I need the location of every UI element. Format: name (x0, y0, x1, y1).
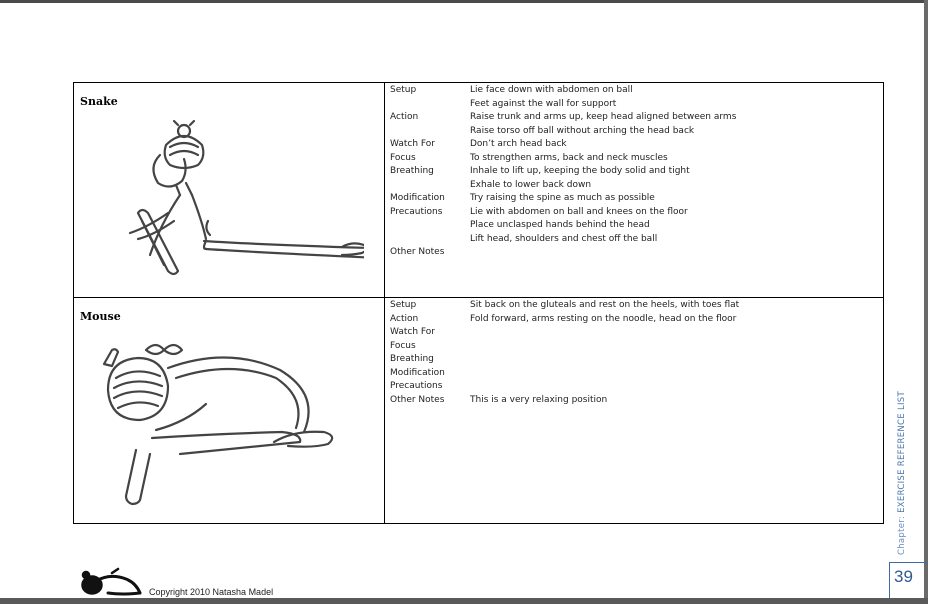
detail-label: Other Notes (390, 247, 445, 257)
detail-line (390, 98, 880, 112)
detail-value: To strengthen arms, back and neck muscles (470, 152, 668, 163)
detail-line (390, 192, 880, 206)
page-number-rule-horizontal (889, 562, 928, 563)
exercise-table (73, 82, 884, 524)
detail-label: Setup (390, 85, 417, 95)
exercise-details (390, 299, 880, 407)
detail-value: Lie with abdomen on ball and knees on the floor (470, 206, 688, 217)
detail-label: Action (390, 112, 419, 122)
detail-line (390, 84, 880, 98)
mouse-pose-illustration (96, 338, 356, 514)
detail-value: Feet against the wall for support (470, 98, 617, 109)
detail-value: Lie face down with abdomen on ball (470, 85, 633, 95)
detail-line (390, 152, 880, 166)
detail-line (390, 179, 880, 193)
detail-label: Setup (390, 300, 417, 310)
detail-line (390, 353, 880, 367)
detail-line (390, 165, 880, 179)
detail-line (390, 206, 880, 220)
detail-line (390, 233, 880, 247)
detail-line (390, 125, 880, 139)
detail-line (390, 299, 880, 313)
snake-pose-illustration (94, 117, 364, 293)
detail-label: Focus (390, 340, 416, 351)
window-top-border (0, 0, 928, 3)
detail-label: Watch For (390, 327, 435, 337)
exercise-row-mouse (74, 298, 883, 523)
detail-label: Focus (390, 152, 416, 163)
detail-value: Raise torso off ball without arching the head back (470, 125, 695, 136)
page-number-rule-vertical (889, 562, 890, 598)
detail-line (390, 313, 880, 327)
detail-line (390, 394, 880, 408)
detail-label: Precautions (390, 206, 443, 217)
exercise-title: Mouse (80, 310, 121, 323)
detail-label: Modification (390, 367, 445, 378)
detail-label: Breathing (390, 166, 434, 176)
detail-label: Action (390, 313, 419, 324)
detail-line (390, 340, 880, 354)
logo-icon (78, 567, 148, 597)
exercise-title: Snake (80, 95, 118, 108)
detail-label: Precautions (390, 381, 443, 391)
detail-label: Modification (390, 193, 445, 203)
detail-label: Other Notes (390, 394, 445, 405)
detail-line (390, 111, 880, 125)
detail-line (390, 138, 880, 152)
detail-line (390, 380, 880, 394)
page-number: 39 (894, 567, 913, 586)
detail-value: Fold forward, arms resting on the noodle, head on the floor (470, 313, 737, 324)
detail-value: Exhale to lower back down (470, 179, 592, 190)
detail-value: Try raising the spine as much as possible (470, 193, 655, 203)
chapter-sidebar-label (897, 391, 907, 555)
detail-label: Watch For (390, 139, 435, 149)
chapter-prefix: Chapter: (897, 512, 907, 555)
detail-value: Inhale to lift up, keeping the body solid and tight (470, 166, 690, 176)
window-bottom-border (0, 598, 928, 604)
detail-value: Don’t arch head back (470, 139, 567, 149)
exercise-row-snake (74, 83, 883, 298)
copyright-text: Copyright 2010 Natasha Madel (149, 587, 274, 597)
detail-line (390, 246, 880, 260)
window-right-border (924, 0, 928, 604)
chapter-name: EXERCISE REFERENCE LIST (897, 391, 907, 513)
detail-label: Breathing (390, 354, 434, 364)
detail-line (390, 367, 880, 381)
detail-line (390, 326, 880, 340)
detail-value: Place unclasped hands behind the head (470, 220, 650, 230)
detail-line (390, 219, 880, 233)
detail-value: Raise trunk and arms up, keep head aligned between arms (470, 112, 737, 122)
detail-value: Lift head, shoulders and chest off the ball (470, 233, 658, 244)
detail-value: This is a very relaxing position (470, 394, 608, 405)
exercise-details (390, 84, 880, 260)
detail-value: Sit back on the gluteals and rest on the heels, with toes flat (470, 300, 740, 310)
